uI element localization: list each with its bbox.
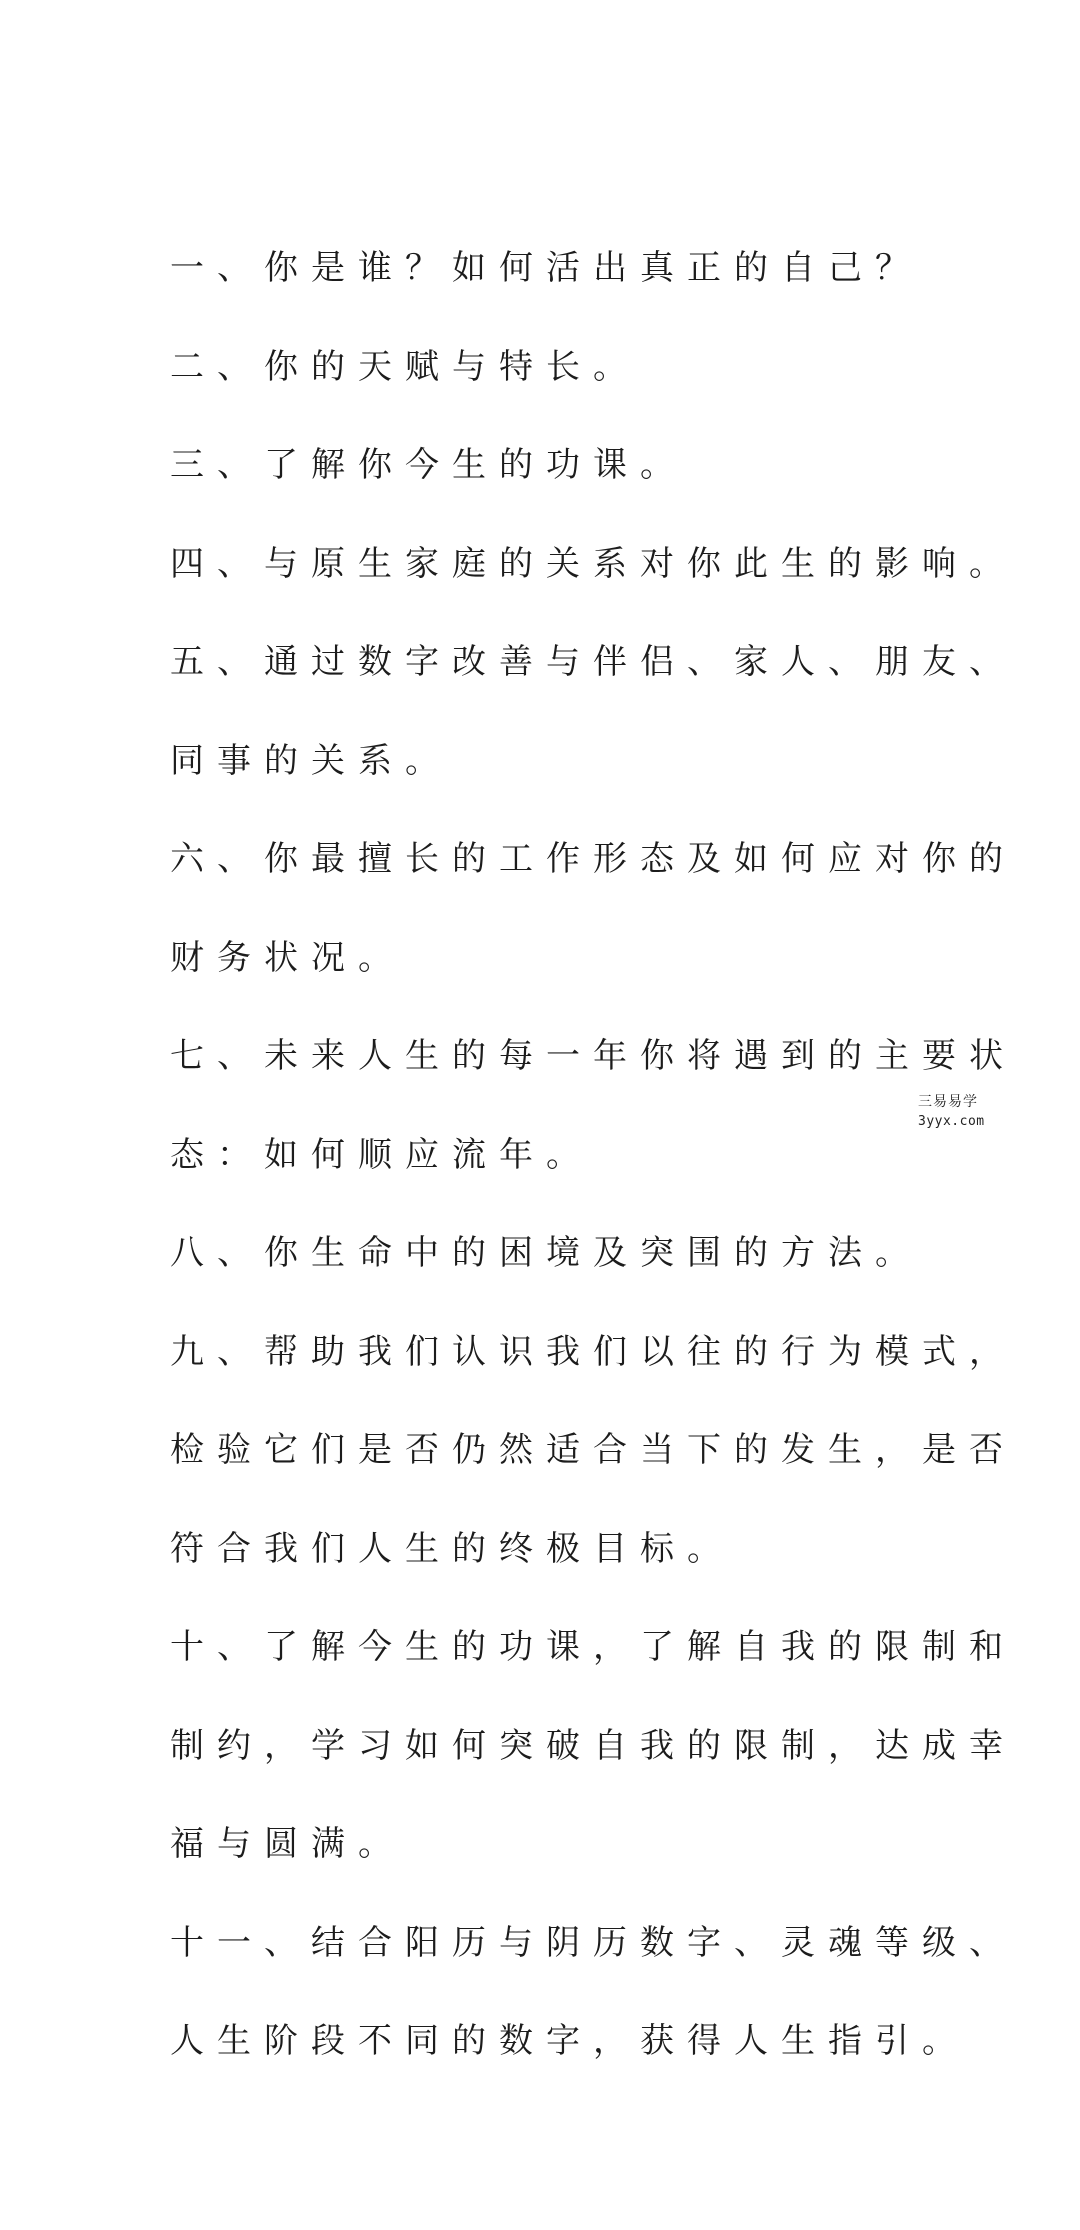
text-line: 九、帮助我们认识我们以往的行为模式， [170, 1331, 1016, 1372]
text-line: 四、与原生家庭的关系对你此生的影响。 [170, 543, 1016, 584]
text-line: 制约，学习如何突破自我的限制，达成幸 [170, 1725, 1016, 1766]
text-line: 七、未来人生的每一年你将遇到的主要状 [170, 1036, 1016, 1076]
watermark-title: 三易易学 [918, 1094, 978, 1110]
text-line: 六、你最擅长的工作形态及如何应对你的 [170, 839, 1016, 879]
text-line: 人生阶段不同的数字，获得人生指引。 [170, 2021, 969, 2061]
text-line: 五、通过数字改善与伴侣、家人、朋友、 [170, 642, 1016, 682]
text-line: 符合我们人生的终极目标。 [170, 1528, 734, 1569]
text-line: 检验它们是否仍然适合当下的发生，是否 [170, 1430, 1016, 1470]
text-line: 八、你生命中的困境及突围的方法。 [170, 1233, 922, 1273]
watermark-url: 3yyx.com [918, 1114, 985, 1129]
text-line: 财务状况。 [170, 937, 405, 978]
text-line: 同事的关系。 [170, 740, 452, 781]
text-line: 三、了解你今生的功课。 [170, 445, 687, 485]
watermark [918, 1092, 1038, 1132]
text-line: 态：如何顺应流年。 [170, 1134, 593, 1175]
text-line: 福与圆满。 [170, 1824, 405, 1864]
text-line: 十一、结合阳历与阴历数字、灵魂等级、 [170, 1922, 1016, 1963]
text-line: 一、你是谁？如何活出真正的自己？ [170, 248, 922, 288]
text-line: 二、你的天赋与特长。 [170, 346, 640, 387]
text-line: 十、了解今生的功课，了解自我的限制和 [170, 1627, 1016, 1667]
